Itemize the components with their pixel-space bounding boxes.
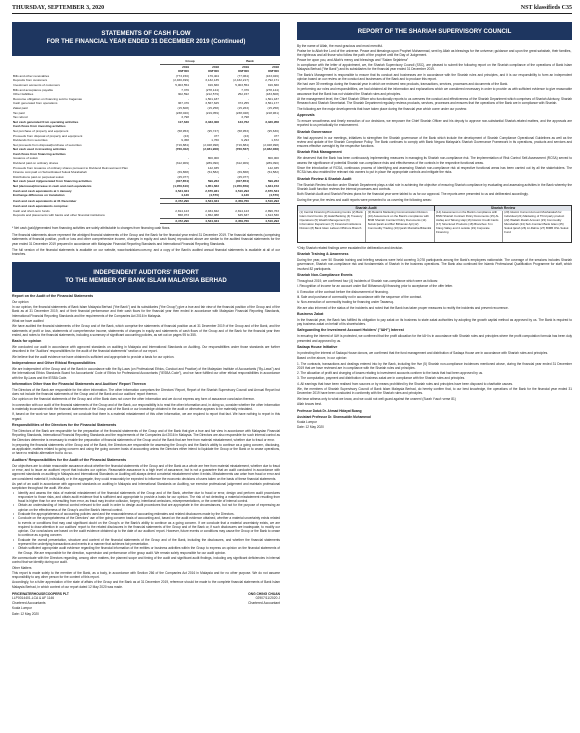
- row-value: -: [247, 165, 249, 170]
- shariah-place: Kuala Lumpur: [297, 419, 317, 424]
- row-value: 3,459,760: [220, 218, 250, 224]
- row-value: (15,608): [177, 105, 189, 110]
- row-label: Cash and cash equivalents at 1 January: [13, 188, 72, 193]
- row-value: 9,293: [241, 138, 249, 143]
- row-value: 1,613,530: [265, 213, 279, 218]
- row-value: -: [277, 174, 279, 179]
- row-value: (15,258): [267, 105, 279, 110]
- row-value: (4,570): [269, 193, 279, 198]
- shariah-paragraph: To ensure smoothness and timely execution of our decisions, we empower the Chief Shariah Officer and his deputy to approve non-substantial Shariah-related matters, and the approvals are reported to us periodically for endorsement.: [297, 118, 572, 128]
- shariah-paragraph: In protecting the interest of Sadaqa House donors, we confirmed that the fund management and distribution of Sadaqa House are in accordance with Shariah rules and principles.: [297, 350, 549, 355]
- auditor-partner: ONG CHING CHUAN: [248, 592, 280, 597]
- shariah-sections: [297, 113, 572, 202]
- auditor-section-heading: Independence and Other Ethical Responsibilities: [12, 360, 96, 365]
- shariah-sections-2: [297, 252, 572, 355]
- row-value: 252,157: [237, 92, 249, 97]
- shariah-paragraph: iv. Non-execution of commodity trading for financing under Tawarruq.: [297, 300, 394, 305]
- row-value: -: [247, 156, 249, 161]
- row-value: -: [247, 96, 249, 101]
- row-value: (218,961): [265, 110, 279, 115]
- row-value: 302,592: [177, 92, 189, 97]
- row-value: 3,798: [181, 115, 189, 120]
- auditor-section-heading: Auditors' Responsibilities for the Audit of the Financial Statements: [12, 457, 127, 462]
- row-value: 5,003,554: [175, 82, 189, 87]
- row-value: (1,050,659): [233, 184, 249, 189]
- row-value: 3,798: [241, 115, 249, 120]
- auditor-paragraph: We have audited the financial statements of the Group and of the Bank, which comprise the statements of financial position as at 31 December 2019 of the Group and of the Bank, and the statements of profit or loss, statements of comprehensive income, statements of changes in equity and statements of cash flows of the Group and of the Bank for the financial year then ended, and notes to the financial statements, including a summary of significant accounting policies, as set out on pages 95 to 355.: [12, 324, 280, 337]
- row-value: 3,132,135: [205, 78, 219, 83]
- shariah-closing-paragraph: Allah knows best.: [297, 401, 322, 406]
- auditor-section-heading: Responsibilities of the Directors for the Financial Statements: [12, 422, 117, 427]
- row-value: (15,263): [237, 105, 249, 110]
- shariah-intro-line: By the name of Allah, the most gracious and most merciful.: [297, 44, 383, 48]
- shariah-conclusion-intro: Based on the above, in our opinion:: [297, 356, 348, 361]
- row-value: 4,510,293: [250, 218, 280, 224]
- shariah-paragraph: i. Recognition of income for an account under Bai' Bithaman Ajil financing prior to acceptance of the offer letter.: [297, 284, 453, 289]
- row-value: (1,056,610): [173, 184, 189, 189]
- row-value: 916,660: [207, 82, 219, 87]
- row-value: 117,646: [177, 119, 189, 124]
- cashflow-banner: [12, 22, 280, 56]
- row-value: (238,020): [175, 110, 189, 115]
- auditor-firm: PRICEWATERHOUSECOOPERS PLT: [12, 592, 69, 597]
- auditor-closing-paragraph: We communicate with the Directors regarding, among other matters, the planned scope and timing of the audit and significant audit findings, including any significant deficiencies in internal control that we identify during our audit.: [12, 555, 280, 565]
- unit-header: RM'000: [238, 69, 249, 74]
- row-label: Cash flows from investing activities: [13, 124, 66, 129]
- row-value: 3,472,290: [160, 198, 190, 204]
- row-value: -: [187, 156, 189, 161]
- auditor-bullet: • Identify and assess the risks of material misstatement of the financial statements of the Group and of the Bank, whether due to fraud or error, design and perform audit procedures responsive to those risks, and obtain audit evidence that is sufficient and appropriate to provide a basis for our opinion. The risk of not detecting a material misstatement resulting from fraud is higher than for one resulting from error, as fraud may involve collusion, forgery, intentional omissions, misrepresentations, or the override of internal control.: [12, 491, 280, 504]
- row-value: (312,909): [235, 161, 249, 166]
- row-value: 477: [273, 133, 279, 138]
- row-value: -: [187, 96, 189, 101]
- unit-header: RM'000: [208, 69, 219, 74]
- row-label: Net cash used in investing activities: [13, 147, 67, 152]
- cashflow-note-1: * Net cash (paid)/generated from financing activities are solely attributable to changes from financing cash flows.: [12, 226, 171, 231]
- row-label: Bills and other receivables: [13, 73, 50, 78]
- masthead-page: NST klassifieds C35: [520, 5, 572, 11]
- row-value: (2,432,217): [233, 78, 249, 83]
- row-value: 1,672: [271, 138, 279, 143]
- auditor-place: Kuala Lumpur: [12, 606, 32, 611]
- masthead: [12, 4, 572, 14]
- shariah-conclusion: 4. All earnings that have been realised from sources or by means prohibited by the Shariah rules and principles have been disposed to charitable causes.: [297, 381, 513, 386]
- row-value: -: [187, 165, 189, 170]
- row-value: 599,263: [267, 179, 279, 184]
- row-value: 477: [213, 133, 219, 138]
- shariah-section-heading: Business Zakat: [297, 311, 324, 316]
- row-label: Recourse obligation on financing sold to Cagamas: [13, 96, 82, 101]
- row-value: 3,472,290: [160, 218, 190, 224]
- auditor-paragraph: We are independent of the Group and of the Bank in accordance with the By-Laws (on Professional Ethics, Conduct and Practice) of the Malaysian Institute of Accountants ("By-Laws") and the International Ethics Standards Board for Accountants' Code of Ethics for Professional Accountants ("IESBA Code"), and we have fulfilled our other ethical responsibilities in accordance with the By-Laws and the IESBA Code.: [12, 366, 280, 380]
- auditor-banner: [12, 262, 280, 292]
- shariah-paragraph: At the management level, the Chief Shariah Officer who functionally reports to us oversees the conduct and effectiveness of the Shariah Department which comprises of Shariah Advisory, Shariah Research and Shariah Secretariat. The Shariah Department regularly reviews products, services, processes and ensures that the operations of the Bank are in compliance with Shariah.: [297, 97, 572, 106]
- shariah-paragraph: The following are the major developments that have taken place during the financial year which come under our purview.: [297, 106, 467, 111]
- row-value: (69,868): [237, 170, 249, 175]
- row-value: 2,814,123: [235, 208, 249, 213]
- row-value: (54,582): [267, 170, 279, 175]
- row-value: (95,747): [207, 128, 219, 133]
- auditor-bullet: • Conclude on the appropriateness of the Directors' use of the going concern basis of accounting and, based on the audit evidence obtained, whether a material uncertainty exists related to events or conditions that may cast significant doubt on the Group's or the Bank's ability to continue as a going concern. If we conclude that a material uncertainty exists, we are required to draw attention in our auditors' report to the related disclosures in the financial statements of the Group and of the Bank or, if such disclosures are inadequate, to modify our opinion. Our conclusions are based on the audit evidence obtained up to the date of our auditors' report. However, future events or conditions may cause the Group or the Bank to cease to continue as a going concern.: [12, 516, 280, 537]
- shariah-paragraph: Both Shariah Audit and Shariah Review plans for the financial year were tabled to us for our approval. The reports were presented to us and deliberated accordingly.: [297, 192, 529, 197]
- row-value: 4,126: [181, 193, 189, 198]
- auditor-title-1: INDEPENDENT AUDITORS' REPORT: [93, 268, 199, 276]
- row-value: (766,567): [235, 147, 249, 152]
- row-label: Tax paid: [13, 110, 25, 115]
- row-value: (716,884): [175, 142, 189, 147]
- cashflow-table: [12, 59, 280, 224]
- shariah-section-heading: Shariah Governance: [297, 129, 332, 134]
- row-value: (219,059): [205, 110, 219, 115]
- auditor-paragraph: The Directors of the Bank are responsible for the preparation of the financial statements of the Group and of the Bank that give a true and fair view in accordance with Malaysian Financial Reporting Standards, International Financial Reporting Standards and the requirements of the Companies Act 2016 in Malaysia. The Directors are also responsible for such internal control as the Directors determine is necessary to enable the preparation of financial statements of the Group and of the Bank that are free from material misstatement, whether due to fraud or error.: [12, 428, 280, 442]
- year-header: 2019: [242, 64, 249, 69]
- row-label: Net purchase of property and equipment: [13, 128, 69, 133]
- row-value: 4,524,024: [175, 188, 189, 193]
- row-value: 2,676,931: [205, 188, 219, 193]
- row-value: 1,652,988: [205, 213, 219, 218]
- cashflow-note-2: The financial statements above represent the abridged financial statements of the Group and the Bank for the financial year ended 31 December 2019. The financial statements (comprising statements of financial position, profit or loss and other comprehensive income, changes in equity and cash flows) reproduced above are similar to the audited financial statements for the year ended 31 December 2019 prepared in accordance with Malaysian Financial Reporting Standards and International Financial Reporting Standards.: [12, 232, 280, 246]
- row-value: 1,501,187: [265, 96, 279, 101]
- cashflow-title-1: STATEMENTS OF CASH FLOW: [101, 30, 191, 37]
- shariah-table-note: *Only Shariah related findings were escalated for deliberation and decision.: [297, 245, 404, 250]
- shariah-paragraph: In performing our roles and responsibilities, we had obtained all the information and explanations which we considered necessary in order to provide us with sufficient evidence to give reasonable assurance that the Bank has not violated the Shariah rules and principles.: [297, 87, 572, 96]
- row-value: 1,844,153: [265, 184, 279, 189]
- row-value: 9,458: [181, 138, 189, 143]
- row-value: 4,524,024: [190, 218, 220, 224]
- auditor-closing-paragraph: Accordingly, for a fuller appreciation of the state of affairs of the Group and the Bank as at 31 December 2019, reference should be made to the complete financial statements of Bank Islam Malaysia Berhad, in which context of our report dated 12 May 2020 was made.: [12, 580, 280, 589]
- auditor-partner-no: 02907/11/2020 J: [255, 596, 280, 601]
- row-value: 3,326,958: [265, 119, 279, 124]
- row-value: 3,459,760: [220, 198, 250, 204]
- auditor-paragraph: Our objectives are to obtain reasonable assurance about whether the financial statements of the Group and of the Bank as a whole are free from material misstatement, whether due to fraud or error, and to issue an auditors' report that includes our opinion. Reasonable assurance is a high level of assurance, but is not a guarantee that an audit conducted in accordance with approved standards on auditing in Malaysia and International Standards on Auditing will always detect a material misstatement when it exists. Misstatements can arise from fraud or error and are considered material if, individually or in the aggregate, they could reasonably be expected to influence the economic decisions of users taken on the basis of these financial statements.: [12, 463, 280, 481]
- row-value: 4,126: [241, 193, 249, 198]
- unit-header: RM'000: [178, 69, 189, 74]
- row-value: 658,073: [177, 213, 189, 218]
- row-value: (278,144): [205, 87, 219, 92]
- row-value: 142,935: [207, 165, 219, 170]
- row-value: -: [217, 174, 219, 179]
- row-value: (25,077): [237, 174, 249, 179]
- row-value: 4,510,293: [250, 198, 280, 204]
- auditor-bullet: • Obtain sufficient appropriate audit evidence regarding the financial information of the entities or business activities within the Group to express an opinion on the financial statements of the Group. We are responsible for the direction, supervision and performance of the group audit. We remain solely responsible for our audit opinion.: [12, 546, 280, 555]
- auditor-paragraph: If, based on the work we have performed, we conclude that there is a material misstatement of this other information, we are required to report that fact. We have nothing to report in this regard.: [12, 412, 280, 421]
- right-column: [297, 22, 572, 726]
- row-value: 1,851,663: [205, 184, 219, 189]
- row-value: (312,909): [175, 161, 189, 166]
- auditor-paragraph: In our opinion, the financial statements of Bank Islam Malaysia Berhad ("the Bank") and its subsidiaries ("the Group") give a true and fair view of the financial position of the Group and of the Bank as at 31 December 2019, and of their financial performance and their cash flows for the financial year then ended in accordance with Malaysian Financial Reporting Standards, International Financial Reporting Standards and the requirements of the Companies Act 2016 in Malaysia.: [12, 305, 280, 318]
- row-label: Net cash generated from operating activities: [13, 119, 79, 124]
- auditor-firm-no: LLP0014401-LCA & AF 1146: [12, 596, 55, 601]
- row-value: 123,762: [237, 119, 249, 124]
- shariah-section-heading: Safeguarding the Investment Account Holders' ("IAH") Interest: [297, 328, 404, 333]
- row-label: Proceeds from issuance of ordinary shares pursuant to Dividend Reinvestment Plan: [13, 165, 128, 170]
- shariah-table-cell: (1) Central Financing Processing Centre (2) Bank Islam Card Centre (3) Halal Banking (4) Treasury Operations (5) Wealth Management (6) Information Department (7) Financial Institutions Division (8) Bank Islam Labuan Offshore Branch: [298, 211, 366, 242]
- row-value: 800,000: [207, 156, 219, 161]
- shariah-table-cell: (14) Assessment on the Bank's compliance with BNM Shariah Contract Policy Documents (15) Al-Awfaq and Tabung Haji (16) Islamic Credit Cards (17) Structured Products (18) Branches: 6 in Klang Valley and 4 outside (19) Corporate Financing: [435, 211, 503, 242]
- auditor-closing-paragraph: Other Matters: [12, 565, 32, 570]
- auditor-paragraph: The Directors of the Bank are responsible for the other information. The other information comprises the Directors' Report, Report of the Shariah Supervisory Council and Annual Report but does not include the financial statements of the Group and of the Bank and our auditors' report thereon.: [12, 387, 280, 397]
- auditor-section-heading: Information Other than the Financial Statements and Auditors' Report Thereon: [12, 381, 146, 386]
- row-label: Finance cost paid on Subordinated Sukuk Murabahah: [13, 170, 87, 175]
- shariah-paragraph: We had over 39 meetings during the financial year in which we reviewed new products, transactions, services, processes and documents of the Bank.: [297, 82, 509, 87]
- shariah-section-heading: Sadaqa House Initiative: [297, 344, 338, 349]
- row-value: 3,561,177: [265, 101, 279, 106]
- auditor-signatures: [12, 592, 280, 605]
- row-value: (278,144): [265, 87, 279, 92]
- shariah-section-heading: Shariah Non-Compliance Events: [297, 273, 353, 278]
- shariah-paragraph: During the year, over 50 Shariah training and briefing sessions were held covering 3,078 participants among the Bank's employees nationwide. The coverage of the sessions includes Shariah governance, Shariah non-compliance risk and fundamentals of Shariah in the business operations. The Bank also continued the Islamic Professional Qualification Programme for staff, which involved 82 participants.: [297, 258, 572, 271]
- auditor-bullet: • Evaluate the appropriateness of accounting policies used and the reasonableness of accounting estimates and related disclosures made by the Directors.: [12, 512, 280, 516]
- shariah-intro-line: Praise be to Allah the Lord of the universe. Peace and blessings upon Prophet Muhammad, sent by Allah as blessings for the universe; guidance and upon the great sahabah, their families, the righteous and all those who follow the path of the prophet until the Day of Judgement.: [297, 48, 572, 57]
- row-value: 1,760: [211, 138, 219, 143]
- row-value: 176,404: [207, 73, 219, 78]
- auditor-paragraph: Our opinion: [12, 299, 29, 304]
- cashflow-title-2: FOR THE FINANCIAL YEAR ENDED 31 DECEMBER 2019 (Continued): [46, 38, 246, 46]
- shariah-section-heading: Approvals: [297, 112, 315, 117]
- row-label: Cash generated from operations: [13, 101, 58, 106]
- year-header: 2018: [212, 64, 219, 69]
- row-value: (2,082,068): [263, 147, 279, 152]
- shariah-paragraph: Since the introduction of RCSA, continuous process of identifying and assessing Shariah non-compliance risk at respective functional areas has been carried out by all the stakeholders. The RCSA has also enabled the relevant risk owners to put in place the appropriate controls and mitigate the risks.: [297, 166, 572, 175]
- shariah-closing-paragraph: We, the members of Shariah Supervisory Council of Bank Islam Malaysia Berhad, do hereby confirm that, to our best knowledge, the operations of the Bank for the financial year ended 31 December 2019 have been conducted in conformity with the Shariah rules and principles.: [297, 387, 572, 396]
- auditor-paragraph: What we have audited: [12, 318, 44, 323]
- shariah-section-heading: Shariah Training & Awareness: [297, 252, 349, 257]
- shariah-section-heading: Shariah Review & Shariah Audit: [297, 176, 352, 181]
- shariah-paragraph: The Bank's Management is responsible to ensure that its conduct and businesses are in accordance with the Shariah rules and principles, and it is our responsibility to form an independent opinion based on our review on the conduct and businesses of the Bank and to produce this report.: [297, 72, 572, 81]
- row-value: (289,090): [205, 161, 219, 166]
- row-value: 373,255: [237, 101, 249, 106]
- row-label: Issuance of sukuk: [13, 156, 38, 161]
- auditor-paragraph: In preparing the financial statements of the Group and of the Bank, the Directors are responsible for assessing the Group's and the Bank's ability to continue as a going concern, disclosing, as applicable, matters related to going concern and using the going concern basis of accounting unless the Directors either intend to liquidate the Group or the Bank or to cease operations, or have no realistic alternative but to do so.: [12, 442, 280, 456]
- row-label: Tax refund: [13, 115, 28, 120]
- row-value: 916,660: [267, 82, 279, 87]
- row-value: (23): [243, 133, 249, 138]
- row-value: (95,630): [267, 128, 279, 133]
- shariah-paragraph: We had approved in our meetings, initiatives to strengthen the Shariah governance of the Bank which include the development of Shariah Compliance Operational Guidelines as well as the review and update of the Shariah Compliance Policy. The Bank continues to comply with Bank Negara Malaysia's Shariah Governance Framework in its operations, products and services and ensures effective oversight by the respective functions.: [297, 135, 572, 149]
- row-label: Cash and cash equivalents comprise:: [13, 203, 69, 208]
- row-label: Net (decrease)/increase in cash and cash equivalents: [13, 184, 92, 189]
- row-value: 3,333,308: [205, 119, 219, 124]
- row-value: (163,026): [265, 73, 279, 78]
- row-value: (407,854): [175, 179, 189, 184]
- shariah-date: Date: 12 May 2020: [297, 425, 324, 430]
- row-value: 599,263: [207, 179, 219, 184]
- row-value: 142,935: [267, 165, 279, 170]
- shariah-conclusion: 1. The contracts, transactions and dealings entered into by the Bank, including the five (5) Shariah non-compliance incidences mentioned above, during the financial year ended 31 December 2019 that we have reviewed are in compliance with the Shariah rules and principles.: [297, 361, 572, 370]
- row-label: Net cash (used in)/generated from financing activities: [13, 179, 92, 184]
- row-label: Bills and acceptance payable: [13, 87, 54, 92]
- auditor-section-heading: Report on the Audit of the Financial Statements: [12, 293, 94, 298]
- row-value: (238,028): [235, 110, 249, 115]
- row-value: 7,376: [241, 87, 249, 92]
- row-value: (289,090): [265, 161, 279, 166]
- auditor-paragraph: In connection with our audit of the financial statements of the Group and of the Bank, our responsibility is to read the other information and, in doing so, consider whether the other information is materially inconsistent with the financial statements of the Group and of the Bank or our knowledge obtained in the audit or otherwise appears to be materially misstated.: [12, 402, 280, 412]
- row-label: Cash flows from financing activities: [13, 151, 66, 156]
- shariah-signatory-1: Professor Datuk Dr. Ahmad Hidayat Buang: [297, 409, 362, 414]
- row-value: -: [217, 115, 219, 120]
- shariah-section-heading: Shariah Risk Management: [297, 150, 342, 155]
- row-label: Cash and short-term funds: [13, 208, 50, 213]
- group-header: Group: [160, 59, 220, 64]
- shariah-paragraph: In compliance with the letter of appointment, we, the Shariah Supervisory Council (SSC), are pleased to submit the following report on the Shariah compliance of the operations of Bank Islam Malaysia Berhad ("the Bank") and its subsidiaries for the financial year ended 31 December 2019.: [297, 63, 572, 72]
- shariah-table-cell: (9) Retail & Marketing Communication Division (10) Assessment on the Bank's compliance with BNM Shariah Contract Policy Documents (11) Sukuk Ijarah and Bai' Bithaman Ajil (12) Commodity Trading (13) Ijarah Muntahia Bittamlik: [366, 211, 434, 242]
- unit-header: RM'000: [268, 69, 279, 74]
- shariah-intro-line: Peace be upon you, and Allah's mercy and blessings and "Salam Sejahtera": [297, 57, 409, 62]
- row-value: (58,953): [237, 128, 249, 133]
- row-label: Other liabilities: [13, 92, 34, 97]
- row-label: Dividend paid on ordinary shares: [13, 161, 59, 166]
- row-value: 800,000: [267, 156, 279, 161]
- shariah-conclusions: [297, 362, 572, 386]
- auditor-bullet: • Obtain an understanding of internal control relevant to the audit in order to design audit procedures that are appropriate in the circumstances, but not for the purpose of expressing an opinion on the effectiveness of the Group's and the Bank's internal control.: [12, 503, 280, 512]
- row-value: (2,028,998): [263, 142, 279, 147]
- row-label: Proceeds from disposal of property and equipment: [13, 133, 83, 138]
- shariah-paragraph: In the financial year, the Bank has fulfilled its obligation to pay zakat on its business to state zakat authorities by adopting the growth capital method as approved by us. The Bank is required to pay business zakat on behalf of its shareholders.: [297, 317, 572, 327]
- year-header: 2018: [272, 64, 279, 69]
- shariah-intro: [297, 44, 572, 62]
- shariah-paragraph: During the year, the review and audit reports were presented to us covering the following areas:: [297, 197, 432, 202]
- row-value: (25,077): [177, 174, 189, 179]
- row-value: (2,028,998): [203, 142, 219, 147]
- row-value: 645,637: [237, 213, 249, 218]
- table-row: [12, 218, 280, 224]
- shariah-banner: REPORT OF THE SHARIAH SUPERVISORY COUNCIL: [297, 22, 572, 40]
- year-header: 2019: [182, 64, 189, 69]
- row-value: 4,524,024: [190, 198, 220, 204]
- row-value: (766,402): [175, 147, 189, 152]
- auditor-bullet: • Evaluate the overall presentation, structure and content of the financial statements of the Group and of the Bank, including the disclosures, and whether the financial statements represent the underlying transactions and events in a manner that achieves fair presentation.: [12, 538, 280, 547]
- auditor-closing-paragraph: This report is made solely to the member of the Bank, as a body, in accordance with Section 266 of the Companies Act 2016 in Malaysia and for no other purpose. We do not assume responsibility to any other person for the content of this report.: [12, 570, 280, 580]
- shariah-signatory-2: Assistant Professor Dr. Shamsuddin Muhammad: [297, 414, 371, 419]
- shariah-conclusion: 3. The computation, payment and distribution of business zakat are in compliance with the Shariah rules and principles.: [297, 376, 466, 381]
- row-value: 2,792,171: [265, 78, 279, 83]
- shariah-activity-table: [297, 205, 572, 243]
- left-column: [12, 22, 280, 726]
- row-label: Zakat paid: [13, 105, 28, 110]
- cashflow-note-3: The full version of the financial statements is available on our website, www.bankislam.com.my, and a copy of the Bank's audited annual financial statements is available at all of our branches.: [12, 247, 280, 257]
- row-value: -: [277, 115, 279, 120]
- row-value: (716,884): [235, 142, 249, 147]
- shariah-paragraph: iii. Sale and purchase of commodity not in accordance with the sequence of the contract.: [297, 294, 422, 299]
- row-value: 2,670,524: [265, 188, 279, 193]
- auditor-paragraph: We conducted our audit in accordance with approved standards on auditing in Malaysia and International Standards on Auditing. Our responsibilities under those standards are further described in the "Auditors' responsibilities for the audit of the financial statements" section of our report.: [12, 345, 280, 354]
- auditor-body: [12, 294, 280, 589]
- shariah-review-header: Shariah Review: [490, 205, 516, 210]
- auditor-paragraph: We believe that the audit evidence we have obtained is sufficient and appropriate to provide a basis for our opinion.: [12, 354, 175, 359]
- row-value: 2,934,842: [205, 208, 219, 213]
- row-value: 4,510,293: [235, 188, 249, 193]
- row-value: 5,003,554: [235, 82, 249, 87]
- row-value: (15,258): [207, 105, 219, 110]
- shariah-paragraph: We are also informed of the status of the incidents and noted that the Bank has taken proper measures to rectify the incidents and prevent recurrence.: [297, 305, 509, 310]
- row-value: (212,579): [205, 92, 219, 97]
- row-label: Cash and cash equivalents at 31 December: [13, 198, 77, 203]
- row-label: Deposits from customers: [13, 78, 48, 83]
- row-label: Distributions paid on perpetual sukuk: [13, 174, 64, 179]
- row-value: 1,501,187: [205, 96, 219, 101]
- shariah-paragraph: ii. Execution of the contract before the disbursement of financing.: [297, 289, 389, 294]
- bank-header: Bank: [220, 59, 280, 64]
- row-value: 3,567,625: [205, 101, 219, 106]
- shariah-paragraph: Throughout 2019, we confirmed four (4) incidents of Shariah non-compliance which were as follows:: [297, 279, 439, 284]
- shariah-closing: [297, 387, 572, 406]
- auditor-section-heading: Basis for opinion: [12, 339, 42, 344]
- auditor-date: Date: 12 May 2020: [12, 611, 39, 616]
- row-value: (2,460,499): [173, 78, 189, 83]
- row-label: Deposits and placements with banks and other financial institutions: [13, 213, 105, 218]
- row-value: (407,854): [235, 179, 249, 184]
- row-value: (23): [183, 133, 189, 138]
- shariah-table-cell: (20) Islamic Current Account Musharakah for Individual (21) Marketing of Third party product (22) Wadiah Ziarah Account (23) Commodity Murabahah (24) Sub-Contract Bank Islam (25) Sukuk Ijarah (26) Ar-Rahnu (27) BIMB OSL Sukuk Fund: [504, 210, 569, 234]
- row-value: 7,376: [181, 87, 189, 92]
- row-value: (58,953): [177, 128, 189, 133]
- row-value: (69,868): [177, 170, 189, 175]
- shariah-paragraph: We observed that the Bank has been continuously implementing measures in managing its Shariah non-compliance risk. The implementation of Risk Control Self-Assessment (RCSA) served to assess the significance of potential Shariah non-compliance risks and effectiveness of the controls in the respective functional areas.: [297, 156, 572, 165]
- row-label: Net proceeds from disposal/purchase of securities: [13, 142, 82, 147]
- shariah-audit-header: Shariah Audit: [298, 206, 435, 211]
- shariah-paragraph: In ensuring the interest of IAH is protected, we confirmed that the profit allocation for the IAH is in accordance with Shariah rules and principles where the profit computation formula has been duly presented and approved by us.: [297, 334, 572, 343]
- auditor-paragraph: As part of an audit in accordance with approved standards on auditing in Malaysia and International Standards on Auditing, we exercise professional judgement and maintain professional scepticism throughout the audit. We also:: [12, 481, 280, 491]
- row-value: (77,064): [237, 73, 249, 78]
- shariah-closing-paragraph: We bear witness only to what we know, and we could not well guard against the unseen! (Surah Yusuf: verse 81): [297, 396, 456, 401]
- masthead-date: THURSDAY, SEPTEMBER 3, 2020: [12, 5, 105, 11]
- shariah-paragraph: The Shariah Review function under Shariah Department plays a vital role in achieving the objective of ensuring Shariah compliance by evaluating and assessing activities in the Bank whereby the Shariah Audit function reviews the internal processes and controls.: [297, 182, 572, 191]
- row-label: Dividends from securities: [13, 138, 48, 143]
- row-value: (183,808): [265, 92, 279, 97]
- auditor-title-2: TO THE MEMBER OF BANK ISLAM MALAYSIA BERHAD: [65, 276, 227, 284]
- auditor-partner-desc: Chartered Accountant: [248, 600, 280, 605]
- shariah-paras: [297, 63, 572, 111]
- row-value: 2,896,763: [265, 208, 279, 213]
- shariah-conclusion: 2. The allocation of profit and charging of losses relating to investment accounts conform to the basis that had been approved by us.: [297, 371, 483, 376]
- row-label: Exchange difference on translation: [13, 193, 65, 198]
- row-value: 2,814,123: [175, 208, 189, 213]
- row-value: (773,150): [175, 73, 189, 78]
- row-value: 367,476: [177, 101, 189, 106]
- row-value: (54,582): [207, 170, 219, 175]
- auditor-paragraph: Our opinion on the financial statements of the Group and of the Bank does not cover the other information and we do not express any form of assurance conclusion thereon.: [12, 397, 255, 402]
- row-value: (2,081,908): [203, 147, 219, 152]
- auditor-firm-desc: Chartered Accountants: [12, 600, 46, 605]
- row-value: (4,570): [209, 193, 219, 198]
- row-label: [12, 218, 160, 224]
- row-label: Investment accounts of customers: [13, 82, 60, 87]
